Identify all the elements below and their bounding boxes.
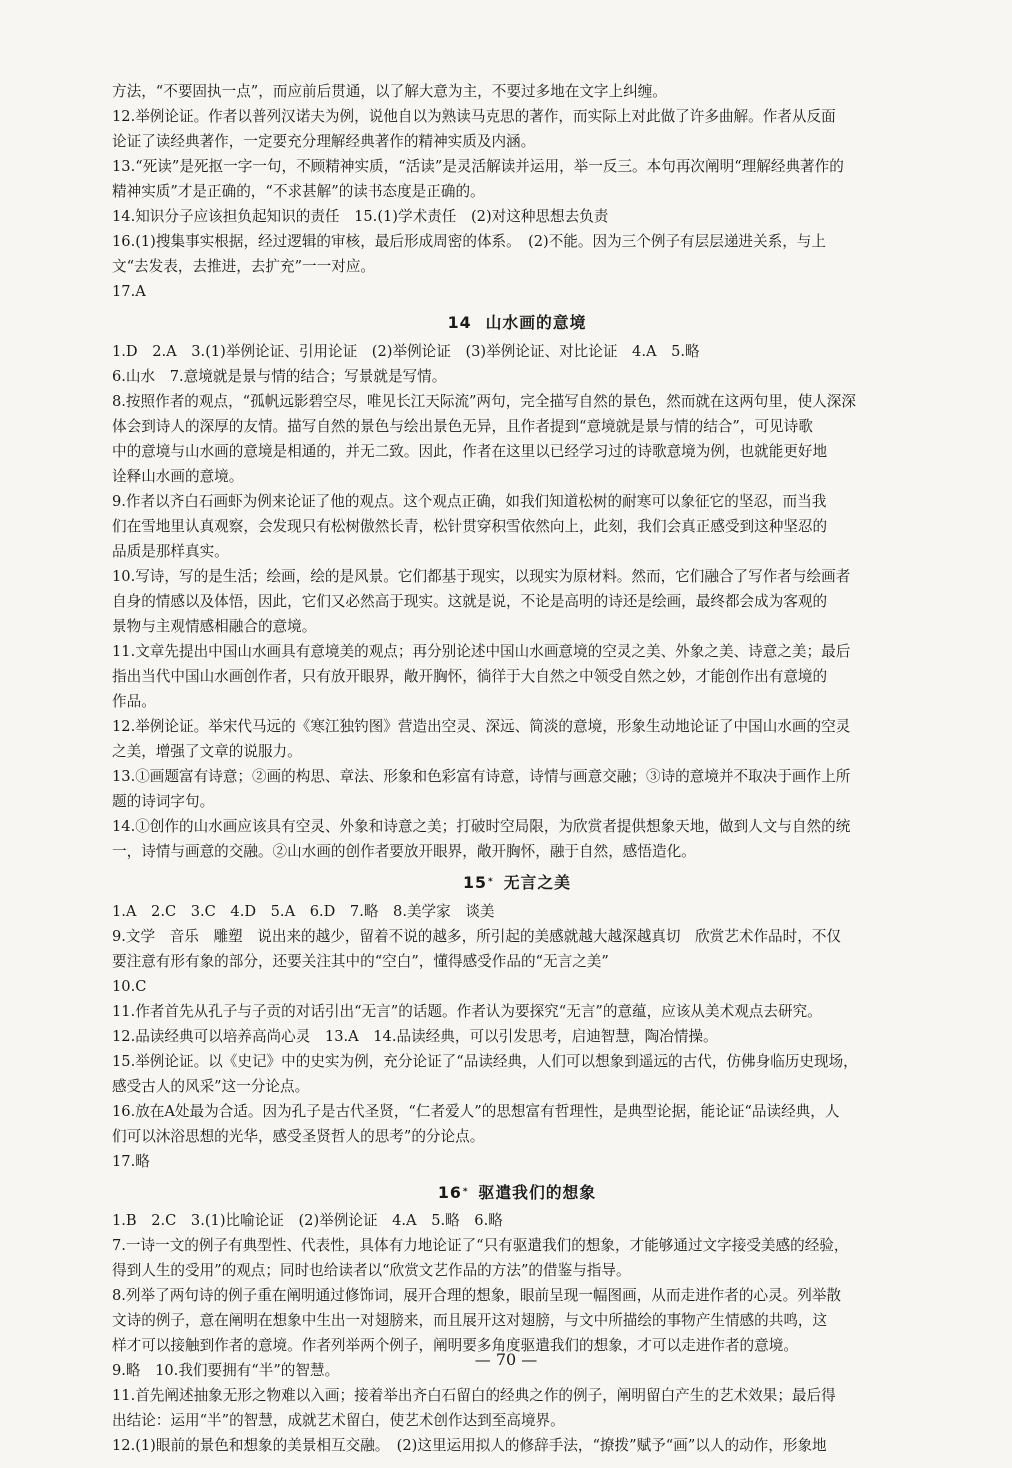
section-title: 无言之美 [503, 873, 571, 893]
answer-line: 景物与主观情感相融合的意境。 [112, 617, 317, 635]
answer-line: 之美，增强了文章的说服力。 [112, 742, 302, 760]
answer-line: 13.“死读”是死抠一字一句，不顾精神实质，“活读”是灵活解读并运用，举一反三。本句再次阐明“理解经典著作的 [112, 158, 844, 175]
answer-line: 17.A [112, 283, 146, 300]
answer-column [112, 80, 922, 1459]
section-title: 山水画的意境 [485, 313, 587, 333]
answer-line: 16.放在A处最为合适。因为孔子是古代圣贤，“仁者爱人”的思想富有哲理性，是典型论据，能论证“品读经典，人 [112, 1102, 840, 1120]
answer-line: 们在雪地里认真观察，会发现只有松树傲然长青，松针贯穿积雪依然向上，此刻，我们会真正感受到这种坚忍的 [112, 517, 828, 535]
answer-line: 8.按照作者的观点，“孤帆远影碧空尽，唯见长江天际流”两句，完全描写自然的景色，然而就在这两句里，使人深深 [112, 392, 856, 410]
answer-line: 9.作者以齐白石画虾为例来论证了他的观点。这个观点正确，如我们知道松树的耐寒可以象征它的坚忍，而当我 [112, 492, 827, 510]
answer-line: 指出当代中国山水画创作者，只有放开眼界，敞开胸怀，徜徉于大自然之中领受自然之妙，才能创作出有意境的 [112, 667, 828, 685]
answer-line: 们可以沐浴思想的光华，感受圣贤哲人的思考”的分论点。 [112, 1127, 485, 1145]
section-title: 驱遣我们的想象 [478, 1183, 597, 1203]
answer-line: 6.山水 7.意境就是景与情的结合；写景就是写情。 [112, 367, 447, 385]
answer-line: 样才可以接触到作者的意境。作者列举两个例子，阐明要多角度驱遣我们的想象，才可以走进作者的意境。 [112, 1337, 798, 1355]
answer-line: 精神实质”才是正确的，“不求甚解”的读书态度是正确的。 [112, 183, 485, 200]
section-number: 14 [447, 313, 472, 333]
answer-line: 要注意有形有象的部分，还要关注其中的“空白”，懂得感受作品的“无言之美” [112, 952, 609, 970]
section-number: 15 [463, 873, 488, 893]
answer-line: 题的诗词字句。 [112, 792, 215, 810]
answer-line: 诠释山水画的意境。 [112, 467, 244, 485]
answer-line: 15.举例论证。以《史记》中的史实为例，充分论证了“品读经典，人们可以想象到遥远的古代，仿佛身临历史现场， [112, 1052, 858, 1070]
section-heading [112, 1181, 922, 1204]
optional-lesson-mark: * [462, 1187, 469, 1198]
answer-line: 方法，“不要固执一点”，而应前后贯通，以了解大意为主，不要过多地在文字上纠缠。 [112, 83, 667, 100]
answer-line: 得到人生的受用”的观点；同时也给读者以“欣赏文艺作品的方法”的借鉴与指导。 [112, 1262, 631, 1280]
answer-line: 14.知识分子应该担负起知识的责任 15.(1)学术责任 (2)对这种思想去负责 [112, 208, 609, 225]
answer-line: 10.写诗，写的是生活；绘画，绘的是风景。它们都基于现实，以现实为原材料。然而，它们融合了写作者与绘画者 [112, 567, 851, 585]
answer-line: 12.(1)眼前的景色和想象的美景相互交融。 (2)这里运用拟人的修辞手法，“撩拨”赋予“画”以人的动作，形象地 [112, 1437, 827, 1455]
answer-line: 14.①创作的山水画应该具有空灵、外象和诗意之美；打破时空局限，为欣赏者提供想象天地，做到人文与自然的统 [112, 817, 851, 835]
answer-line: 出结论：运用“半”的智慧，成就艺术留白，使艺术创作达到至高境界。 [112, 1412, 565, 1430]
section-heading [112, 311, 922, 334]
answer-line: 1.D 2.A 3.(1)举例论证、引用论证 (2)举例论证 (3)举例论证、对比论证 4.A 5.略 [112, 342, 700, 360]
answer-line: 体会到诗人的深厚的友情。描写自然的景色与绘出景色无异，且作者提到“意境就是景与情的结合”，可见诗歌 [112, 417, 813, 435]
answer-line: 10.C [112, 977, 147, 995]
answer-line: 11.首先阐述抽象无形之物难以入画；接着举出齐白石留白的经典之作的例子，阐明留白产生的艺术效果；最后得 [112, 1387, 836, 1405]
section-heading [112, 871, 922, 894]
answer-line: 12.举例论证。作者以普列汉诺夫为例，说他自以为熟读马克思的著作，而实际上对此做了许多曲解。作者从反面 [112, 108, 836, 125]
answer-line: 中的意境与山水画的意境是相通的，并无二致。因此，作者在这里以已经学习过的诗歌意境为例，也就能更好地 [112, 442, 828, 460]
answer-line: 自身的情感以及体悟，因此，它们又必然高于现实。这就是说，不论是高明的诗还是绘画，最终都会成为客观的 [112, 592, 828, 610]
answer-line: 品质是那样真实。 [112, 542, 229, 560]
answer-line: 1.B 2.C 3.(1)比喻论证 (2)举例论证 4.A 5.略 6.略 [112, 1212, 503, 1230]
answer-line: 文“去发表，去推进，去扩充”一一对应。 [112, 258, 376, 275]
answer-line: 16.(1)搜集事实根据，经过逻辑的审核，最后形成周密的体系。 (2)不能。因为三个例子有层层递进关系，与上 [112, 233, 826, 250]
answer-line: 作品。 [112, 692, 156, 710]
answer-line: 感受古人的风采”这一分论点。 [112, 1077, 310, 1095]
answer-line: 论证了读经典著作，一定要充分理解经典著作的精神实质及内涵。 [112, 133, 536, 150]
answer-line: 13.①画题富有诗意；②画的构思、章法、形象和色彩富有诗意，诗情与画意交融；③诗的意境并不取决于画作上所 [112, 767, 851, 785]
answer-line: 11.文章先提出中国山水画具有意境美的观点；再分别论述中国山水画意境的空灵之美、外象之美、诗意之美；最后 [112, 642, 851, 660]
answer-line: 12.品读经典可以培养高尚心灵 13.A 14.品读经典，可以引发思考，启迪智慧，陶冶情操。 [112, 1027, 718, 1045]
answer-line: 9.文学 音乐 雕塑 说出来的越少，留着不说的越多，所引起的美感就越大越深越真切 欣赏艺术作品时，不仅 [112, 927, 842, 945]
answer-line: 文诗的例子，意在阐明在想象中生出一对翅膀来，而且展开这对翅膀，与文中所描绘的事物产生情感的共鸣，这 [112, 1312, 828, 1330]
answer-line: 1.A 2.C 3.C 4.D 5.A 6.D 7.略 8.美学家 谈美 [112, 902, 495, 920]
section-number: 16 [437, 1183, 462, 1203]
answer-line: 11.作者首先从孔子与子贡的对话引出“无言”的话题。作者认为要探究“无言”的意蕴，应该从美术观点去研究。 [112, 1002, 822, 1020]
page-number: — 70 — [474, 1350, 538, 1369]
answer-line: 9.略 10.我们要拥有“半”的智慧。 [112, 1362, 340, 1380]
optional-lesson-mark: * [488, 877, 494, 888]
answer-line: 17.略 [112, 1152, 150, 1170]
answer-line: 8.列举了两句诗的例子重在阐明通过修饰词，展开合理的想象，眼前呈现一幅图画，从而走进作者的心灵。列举散 [112, 1287, 842, 1305]
answer-line: 7.一诗一文的例子有典型性、代表性，具体有力地论证了“只有驱遣我们的想象，才能够通过文字接受美感的经验， [112, 1237, 849, 1255]
answer-line: 一，诗情与画意的交融。②山水画的创作者要放开眼界，敞开胸怀，融于自然，感悟造化。 [112, 842, 696, 860]
answer-line: 12.举例论证。举宋代马远的《寒江独钓图》营造出空灵、深远、简淡的意境，形象生动地论证了中国山水画的空灵 [112, 717, 851, 735]
